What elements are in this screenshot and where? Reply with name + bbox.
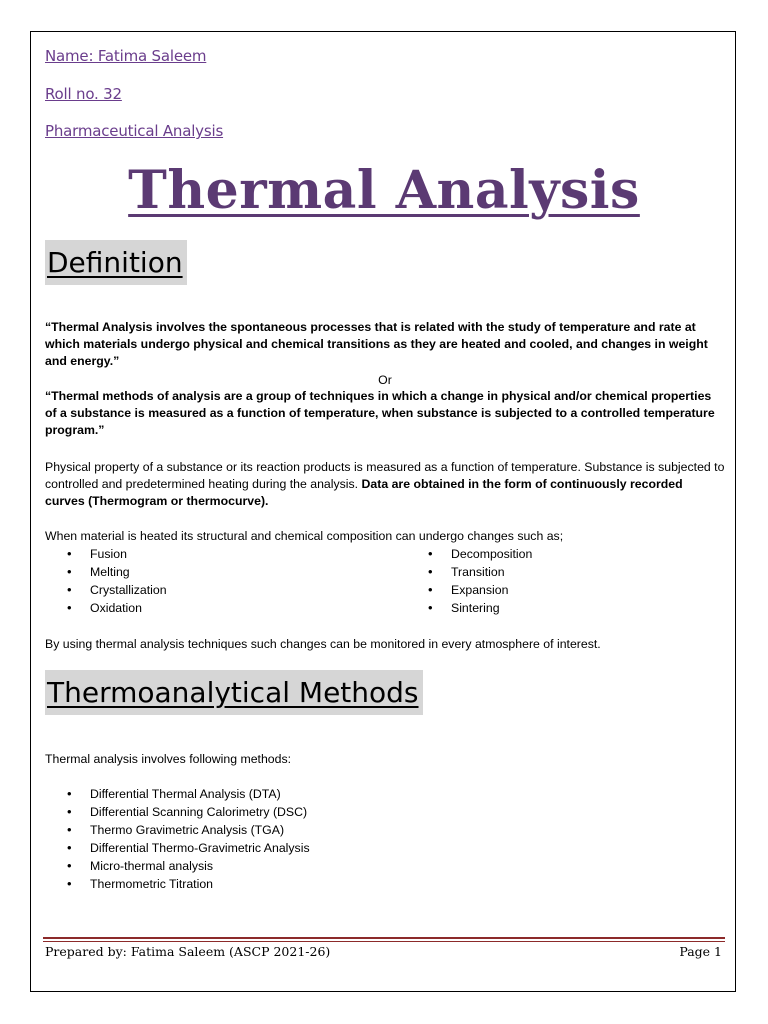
physical-property-paragraph [45,459,725,510]
changes-list-left [45,545,385,617]
student-name: Name: Fatima Saleem [45,47,207,65]
definition-quote-1: “Thermal Analysis involves the spontaneous processes that is related with the study of temperature and rate at which materials undergo physical and chemical transitions as they are heated and cooled, and changes in weight and energy.” [45,320,708,368]
methods-list [45,785,545,893]
document-title-text: Thermal Analysis [128,160,640,221]
list-item: • Expansion [406,581,726,599]
list-item: • Micro-thermal analysis [45,857,545,875]
physical-property-bold-text: Data are obtained in the form of continuously recorded curves (Thermogram or thermocurve). [45,477,683,508]
definition-or: Or [378,373,392,387]
list-item: • Differential Scanning Calorimetry (DSC) [45,803,545,821]
monitor-sentence: By using thermal analysis techniques such changes can be monitored in every atmosphere of interest. [45,637,601,651]
methods-heading: Thermoanalytical Methods [47,676,419,709]
definition-heading: Definition [47,246,183,279]
roll-number: Roll no. 32 [45,85,122,103]
list-item: • Thermometric Titration [45,875,545,893]
list-item: • Crystallization [45,581,385,599]
methods-intro: Thermal analysis involves following methods: [45,752,292,766]
methods-heading-box [45,670,423,715]
document-title [0,160,768,221]
footer-prepared-by: Prepared by: Fatima Saleem (ASCP 2021-26) [45,944,331,959]
definition-heading-box [45,240,187,285]
changes-list-right [406,545,726,617]
list-item: • Differential Thermal Analysis (DTA) [45,785,545,803]
physical-property-text: Physical property of a substance or its reaction products is measured as a function of temperature. Substance is subjected to controlled and predetermined heating during the analysis. [45,460,725,491]
list-item: • Thermo Gravimetric Analysis (TGA) [45,821,545,839]
subject-name: Pharmaceutical Analysis [45,122,224,140]
list-item: • Transition [406,563,726,581]
footer-rule-thin [43,941,725,942]
list-item: • Melting [45,563,385,581]
list-item: • Oxidation [45,599,385,617]
list-item: • Differential Thermo-Gravimetric Analysis [45,839,545,857]
list-item: • Fusion [45,545,385,563]
footer-rule-thick [43,937,725,939]
footer-page-number: Page 1 [679,944,722,959]
list-item: • Sintering [406,599,726,617]
changes-intro: When material is heated its structural and chemical composition can undergo changes such as; [45,529,564,543]
definition-quote-2: “Thermal methods of analysis are a group of techniques in which a change in physical and/or chemical properties of a substance is measured as a function of temperature, when substance is subjected to a controlled temperature program.” [45,389,715,437]
list-item: • Decomposition [406,545,726,563]
